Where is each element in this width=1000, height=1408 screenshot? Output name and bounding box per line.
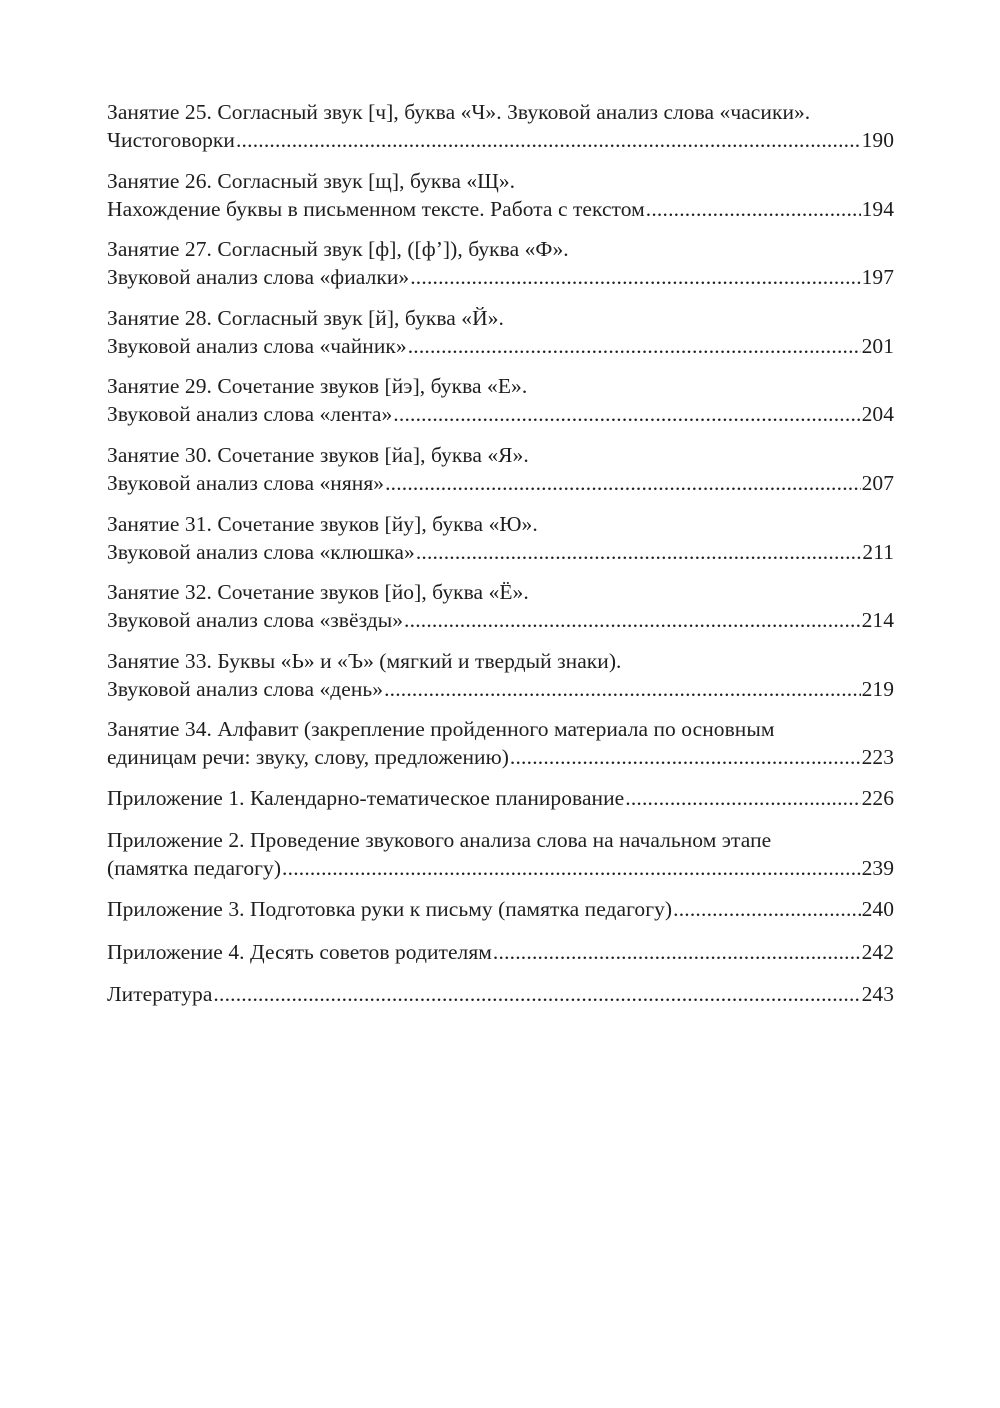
page-number: 239 [861, 856, 894, 881]
toc-entry-last-line [107, 980, 894, 1008]
page-number: 211 [862, 539, 894, 564]
toc-entry-last-line [107, 938, 894, 966]
dot-leader [282, 854, 861, 882]
toc-entry[interactable] [107, 578, 894, 634]
toc-entry-last-line [107, 469, 894, 497]
toc-entry-title: Приложение 2. Проведение звукового анализа слова на начальном этапе [107, 828, 772, 853]
toc-entry-title: Занятие 32. Сочетание звуков [йо], буква «Ё». [107, 580, 529, 605]
toc-entry-title-end: Чистоговорки [107, 128, 235, 152]
page-number: 190 [861, 128, 894, 152]
dot-leader [404, 606, 861, 634]
toc-entry-title: Занятие 25. Согласный звук [ч], буква «Ч». Звуковой анализ слова «часики». [107, 100, 811, 124]
toc-entry-last-line [107, 784, 894, 812]
dot-leader [410, 263, 860, 291]
page-number: 240 [861, 897, 894, 922]
toc-entry-title: Приложение 3. Подготовка руки к письму (памятка педагогу) [107, 897, 673, 922]
dot-leader [416, 538, 862, 566]
toc-entry-title: Занятие 33. Буквы «Ь» и «Ъ» (мягкий и твердый знаки). [107, 648, 622, 673]
toc-entry-last-line [107, 675, 894, 703]
toc-entry[interactable] [107, 715, 894, 771]
toc-entry-title-end: Звуковой анализ слова «звёзды» [107, 608, 404, 633]
toc-entry-title: Литература [107, 982, 213, 1007]
dot-leader [408, 332, 861, 360]
toc-entry[interactable] [107, 938, 894, 966]
toc-entry-last-line [107, 538, 894, 566]
toc-entry-title: Занятие 31. Сочетание звуков [йу], буква «Ю». [107, 511, 538, 536]
toc-entry-title-end: единицам речи: звуку, слову, предложению) [107, 745, 509, 770]
toc-entry[interactable] [107, 784, 894, 812]
toc-entry[interactable] [107, 510, 894, 566]
dot-leader [236, 126, 861, 154]
toc-entry-title-end: Звуковой анализ слова «няня» [107, 470, 385, 495]
toc-entry-title-end: Звуковой анализ слова «лента» [107, 402, 393, 427]
page-number: 204 [861, 402, 894, 427]
page-number: 201 [861, 333, 894, 358]
page-number: 223 [861, 745, 894, 770]
toc-entry-last-line [107, 606, 894, 634]
dot-leader [625, 784, 860, 812]
toc-entry-title: Занятие 30. Сочетание звуков [йа], буква «Я». [107, 442, 529, 467]
dot-leader [673, 895, 860, 923]
toc-entry-last-line [107, 854, 894, 882]
page-number: 207 [861, 470, 894, 495]
toc-entry-last-line [107, 895, 894, 923]
toc-entry[interactable] [107, 167, 894, 223]
dot-leader [510, 743, 861, 771]
toc-entry-last-line [107, 332, 894, 360]
dot-leader [213, 980, 860, 1008]
toc-entry-title-end: Нахождение буквы в письменном тексте. Работа с текстом [107, 196, 645, 221]
toc-entry-title-end: Звуковой анализ слова «фиалки» [107, 265, 410, 290]
toc-entry-title: Приложение 4. Десять советов родителям [107, 939, 492, 964]
toc-entry-title: Занятие 29. Сочетание звуков [йэ], буква «Е». [107, 374, 528, 399]
toc-entry-title-end: (памятка педагогу) [107, 856, 282, 881]
toc-entry[interactable] [107, 372, 894, 428]
toc-entry[interactable] [107, 826, 894, 882]
toc-entry-title-end: Звуковой анализ слова «клюшка» [107, 539, 415, 564]
dot-leader [393, 400, 860, 428]
toc-entry[interactable] [107, 895, 894, 923]
toc-entry-last-line [107, 263, 894, 291]
toc-entry-title: Занятие 28. Согласный звук [й], буква «Й». [107, 305, 504, 330]
toc-entry-title: Приложение 1. Календарно-тематическое планирование [107, 785, 625, 810]
toc-entry[interactable] [107, 441, 894, 497]
toc-entry-last-line [107, 195, 894, 223]
toc-entry-title-end: Звуковой анализ слова «чайник» [107, 333, 407, 358]
toc-entry[interactable] [107, 235, 894, 291]
toc-entry[interactable] [107, 304, 894, 360]
page-number: 197 [861, 265, 894, 290]
toc-entry[interactable] [107, 980, 894, 1008]
toc-entry-last-line [107, 126, 894, 154]
toc-entry-last-line [107, 743, 894, 771]
dot-leader [384, 675, 861, 703]
dot-leader [385, 469, 861, 497]
table-of-contents [107, 98, 894, 1023]
toc-entry-title: Занятие 26. Согласный звук [щ], буква «Щ». [107, 168, 516, 193]
page-number: 243 [861, 982, 894, 1007]
toc-entry[interactable] [107, 647, 894, 703]
page-number: 226 [861, 785, 894, 810]
page-number: 219 [861, 676, 894, 701]
toc-entry-title: Занятие 34. Алфавит (закрепление пройденного материала по основным [107, 717, 775, 742]
toc-entry-title: Занятие 27. Согласный звук [ф], ([ф’]), буква «Ф». [107, 237, 569, 262]
toc-entry-last-line [107, 400, 894, 428]
toc-entry-title-end: Звуковой анализ слова «день» [107, 676, 384, 701]
page-number: 194 [861, 196, 894, 221]
dot-leader [493, 938, 861, 966]
toc-entry[interactable] [107, 98, 894, 154]
dot-leader [646, 195, 861, 223]
page-number: 214 [861, 608, 894, 633]
page-number: 242 [861, 939, 894, 964]
